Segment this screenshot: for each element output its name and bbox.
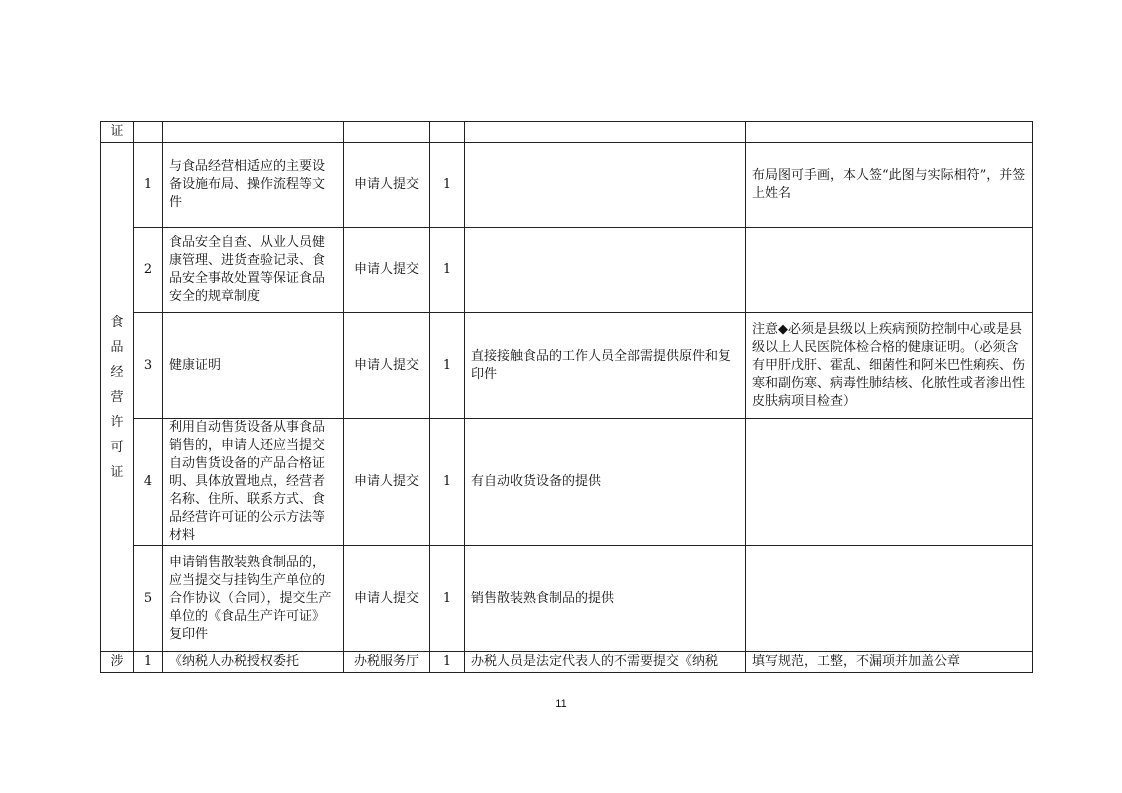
copy-count: 1 [430, 313, 465, 419]
category-cell [101, 143, 134, 652]
table-row [101, 652, 1033, 673]
material-name: 利用自动售货设备从事食品销售的，申请人还应当提交自动售货设备的产品合格证明、具体放置地点，经营者名称、住所、联系方式、食品经营许可证的公示方法等材料 [163, 419, 344, 546]
page-number: 11 [555, 698, 567, 710]
table-row [101, 313, 1033, 419]
copy-count: 1 [430, 546, 465, 652]
item-number: 1 [134, 143, 163, 228]
item-number: 3 [134, 313, 163, 419]
note-cell [746, 419, 1033, 546]
material-name: 《纳税人办税授权委托 [163, 652, 344, 673]
table-row [101, 228, 1033, 313]
materials-table [100, 121, 1033, 673]
copy-count: 1 [430, 228, 465, 313]
requirement-cell: 办税人员是法定代表人的不需要提交《纳税 [465, 652, 746, 673]
material-source: 申请人提交 [344, 143, 430, 228]
requirement-cell [465, 228, 746, 313]
copy-count: 1 [430, 652, 465, 673]
note-cell: 布局图可手画，本人签“此图与实际相符”，并签上姓名 [746, 143, 1033, 228]
note-cell [746, 546, 1033, 652]
material-name: 健康证明 [163, 313, 344, 419]
material-source: 申请人提交 [344, 313, 430, 419]
requirement-cell [465, 143, 746, 228]
table-row [101, 143, 1033, 228]
note-cell: 注意◆必须是县级以上疾病预防控制中心或是县级以上人民医院体检合格的健康证明。（必须含有甲肝戊肝、霍乱、细菌性和阿米巴性痢疾、伤寒和副伤寒、病毒性肺结核、化脓性或者渗出性皮肤病项目检查） [746, 313, 1033, 419]
category-cell: 证 [101, 122, 134, 143]
material-name: 与食品经营相适应的主要设备设施布局、操作流程等文件 [163, 143, 344, 228]
material-source: 申请人提交 [344, 228, 430, 313]
table-row [101, 122, 1033, 143]
item-number: 1 [134, 652, 163, 673]
note-cell: 填写规范，工整，不漏项并加盖公章 [746, 652, 1033, 673]
item-number: 5 [134, 546, 163, 652]
copy-count: 1 [430, 143, 465, 228]
requirement-cell: 直接接触食品的工作人员全部需提供原件和复印件 [465, 313, 746, 419]
note-cell [746, 228, 1033, 313]
requirement-cell: 销售散装熟食制品的提供 [465, 546, 746, 652]
copy-count: 1 [430, 419, 465, 546]
item-number: 2 [134, 228, 163, 313]
table-row [101, 546, 1033, 652]
category-cell: 涉 [101, 652, 134, 673]
material-source: 申请人提交 [344, 419, 430, 546]
material-name: 食品安全自查、从业人员健康管理、进货查验记录、食品安全事故处置等保证食品安全的规章制度 [163, 228, 344, 313]
category-label: 食品经营许可证 [110, 314, 124, 480]
material-name: 申请销售散装熟食制品的，应当提交与挂钩生产单位的合作协议（合同），提交生产单位的《食品生产许可证》复印件 [163, 546, 344, 652]
material-source: 办税服务厅 [344, 652, 430, 673]
table-row [101, 419, 1033, 546]
requirement-cell: 有自动收货设备的提供 [465, 419, 746, 546]
item-number: 4 [134, 419, 163, 546]
material-source: 申请人提交 [344, 546, 430, 652]
